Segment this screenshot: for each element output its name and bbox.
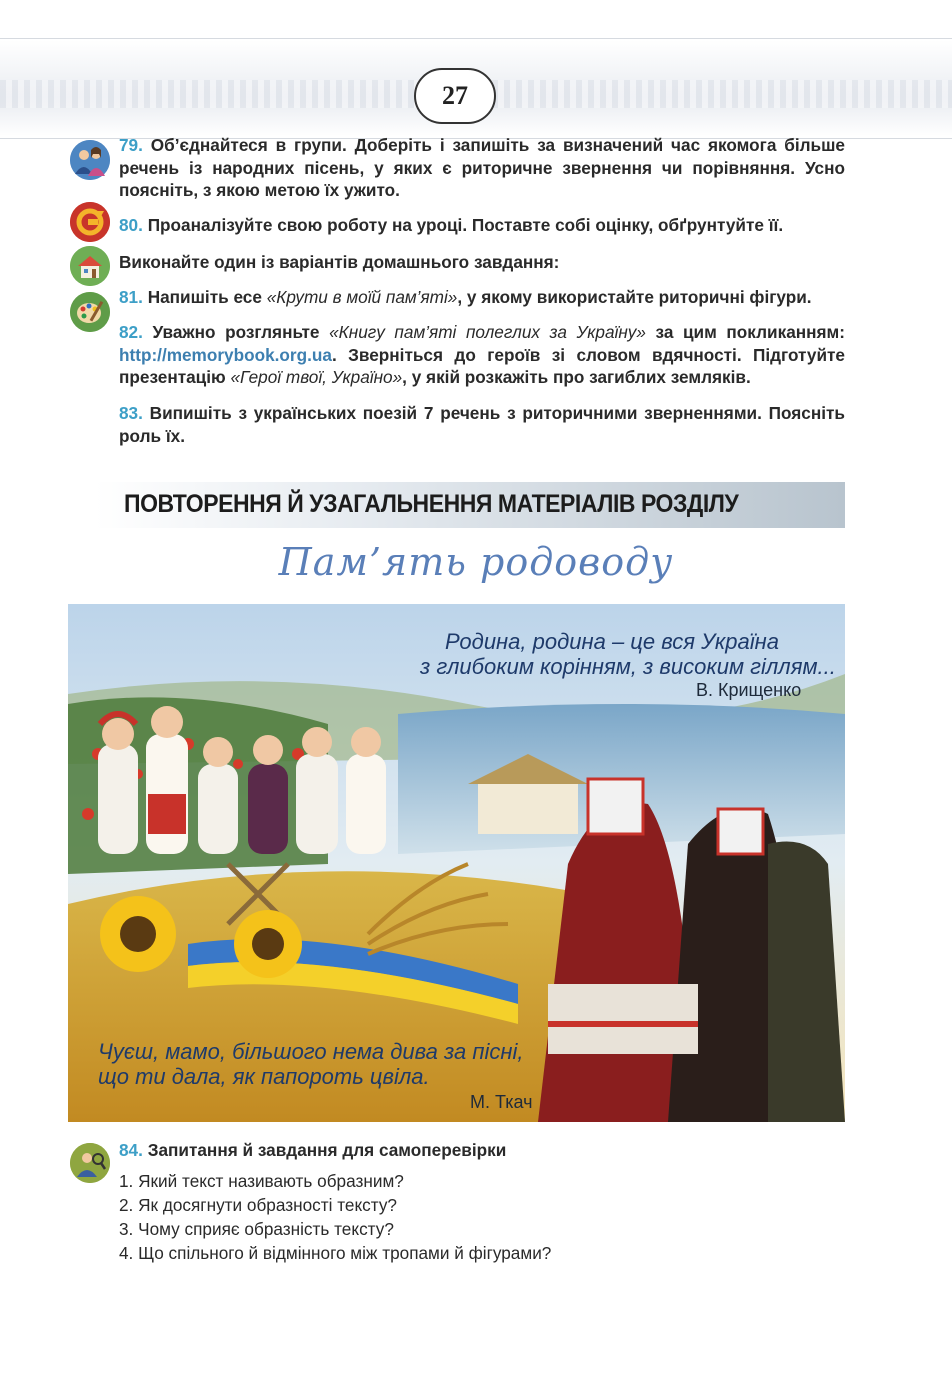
task-text: за цим покликанням: bbox=[645, 322, 845, 342]
task-text: , у якому використайте риторичні фігури. bbox=[457, 287, 812, 307]
book-title: «Книгу пам’яті полеглих за Україну» bbox=[329, 322, 646, 342]
page-number: 27 bbox=[414, 68, 496, 124]
task-number: 79. bbox=[119, 135, 143, 155]
task-81 bbox=[119, 286, 845, 309]
poster-quote2-line2: що ти дала, як папороть цвіла. bbox=[98, 1064, 430, 1089]
section-title: ПОВТОРЕННЯ Й УЗАГАЛЬНЕННЯ МАТЕРІАЛІВ РОЗДІЛУ bbox=[124, 490, 739, 518]
presentation-title: «Герої твої, Україно» bbox=[230, 367, 403, 387]
task-number: 84. bbox=[119, 1140, 143, 1160]
task-text: . Зверніться до героїв зі словом вдячності. Підготуйте презентацію bbox=[119, 344, 845, 387]
homework-house-icon bbox=[70, 246, 110, 286]
poster-quote2-line1: Чуєш, мамо, більшого нема дива за пісні, bbox=[98, 1039, 524, 1064]
task-83 bbox=[119, 402, 845, 447]
question-item: 1. Який текст називають образним? bbox=[119, 1171, 404, 1191]
task-number: 80. bbox=[119, 215, 143, 235]
task-80 bbox=[119, 214, 845, 237]
question-item: 2. Як досягнути образності тексту? bbox=[119, 1195, 397, 1215]
reflection-icon bbox=[70, 202, 110, 242]
task-number: 83. bbox=[119, 403, 143, 423]
self-check-icon bbox=[70, 1143, 110, 1183]
homework-intro: Виконайте один із варіантів домашнього завдання: bbox=[119, 252, 560, 272]
header-rule-top bbox=[0, 38, 952, 39]
section-subtitle: Пам’ять родоводу bbox=[278, 540, 674, 584]
task-79 bbox=[119, 134, 845, 202]
task-text: Об’єднайтеся в групи. Доберіть і запишіть за визначений час якомога більше речень із народних пісень, у яких є риторичне звернення чи порівняння. Усно поясніть, з якою метою їх ужито. bbox=[119, 135, 845, 200]
poster-quote2-author: М. Ткач bbox=[470, 1092, 533, 1112]
group-work-icon bbox=[70, 140, 110, 180]
poster-quote1-author: В. Крищенко bbox=[696, 680, 802, 700]
task-text: Випишіть з українських поезій 7 речень з риторичними зверненнями. Поясніть роль їх. bbox=[119, 403, 845, 446]
family-memory-poster bbox=[68, 604, 845, 1122]
task-text: Уважно розгляньте bbox=[152, 322, 330, 342]
self-check-heading: Запитання й завдання для самоперевірки bbox=[147, 1140, 507, 1160]
question-item: 3. Чому сприяє образність тексту? bbox=[119, 1219, 394, 1239]
task-82 bbox=[119, 321, 845, 389]
creative-palette-icon bbox=[70, 292, 110, 332]
task-number: 82. bbox=[119, 322, 143, 342]
self-check-title bbox=[119, 1140, 506, 1161]
essay-title: «Крути в моїй пам’яті» bbox=[266, 287, 458, 307]
question-item: 4. Що спільного й відмінного між тропами й фігурами? bbox=[119, 1243, 552, 1263]
memorybook-link[interactable]: http://memorybook.org.ua bbox=[119, 344, 332, 365]
task-text: Напишіть есе bbox=[147, 287, 267, 307]
poster-quote1-line2: з глибоким корінням, з високим гіллям... bbox=[420, 654, 836, 679]
task-text: Проаналізуйте свою роботу на уроці. Поставте собі оцінку, обґрунтуйте її. bbox=[147, 215, 784, 235]
task-text: , у якій розкажіть про загиблих земляків. bbox=[402, 367, 751, 387]
poster-quote1-line1: Родина, родина – це вся Україна bbox=[445, 629, 779, 654]
task-number: 81. bbox=[119, 287, 143, 307]
